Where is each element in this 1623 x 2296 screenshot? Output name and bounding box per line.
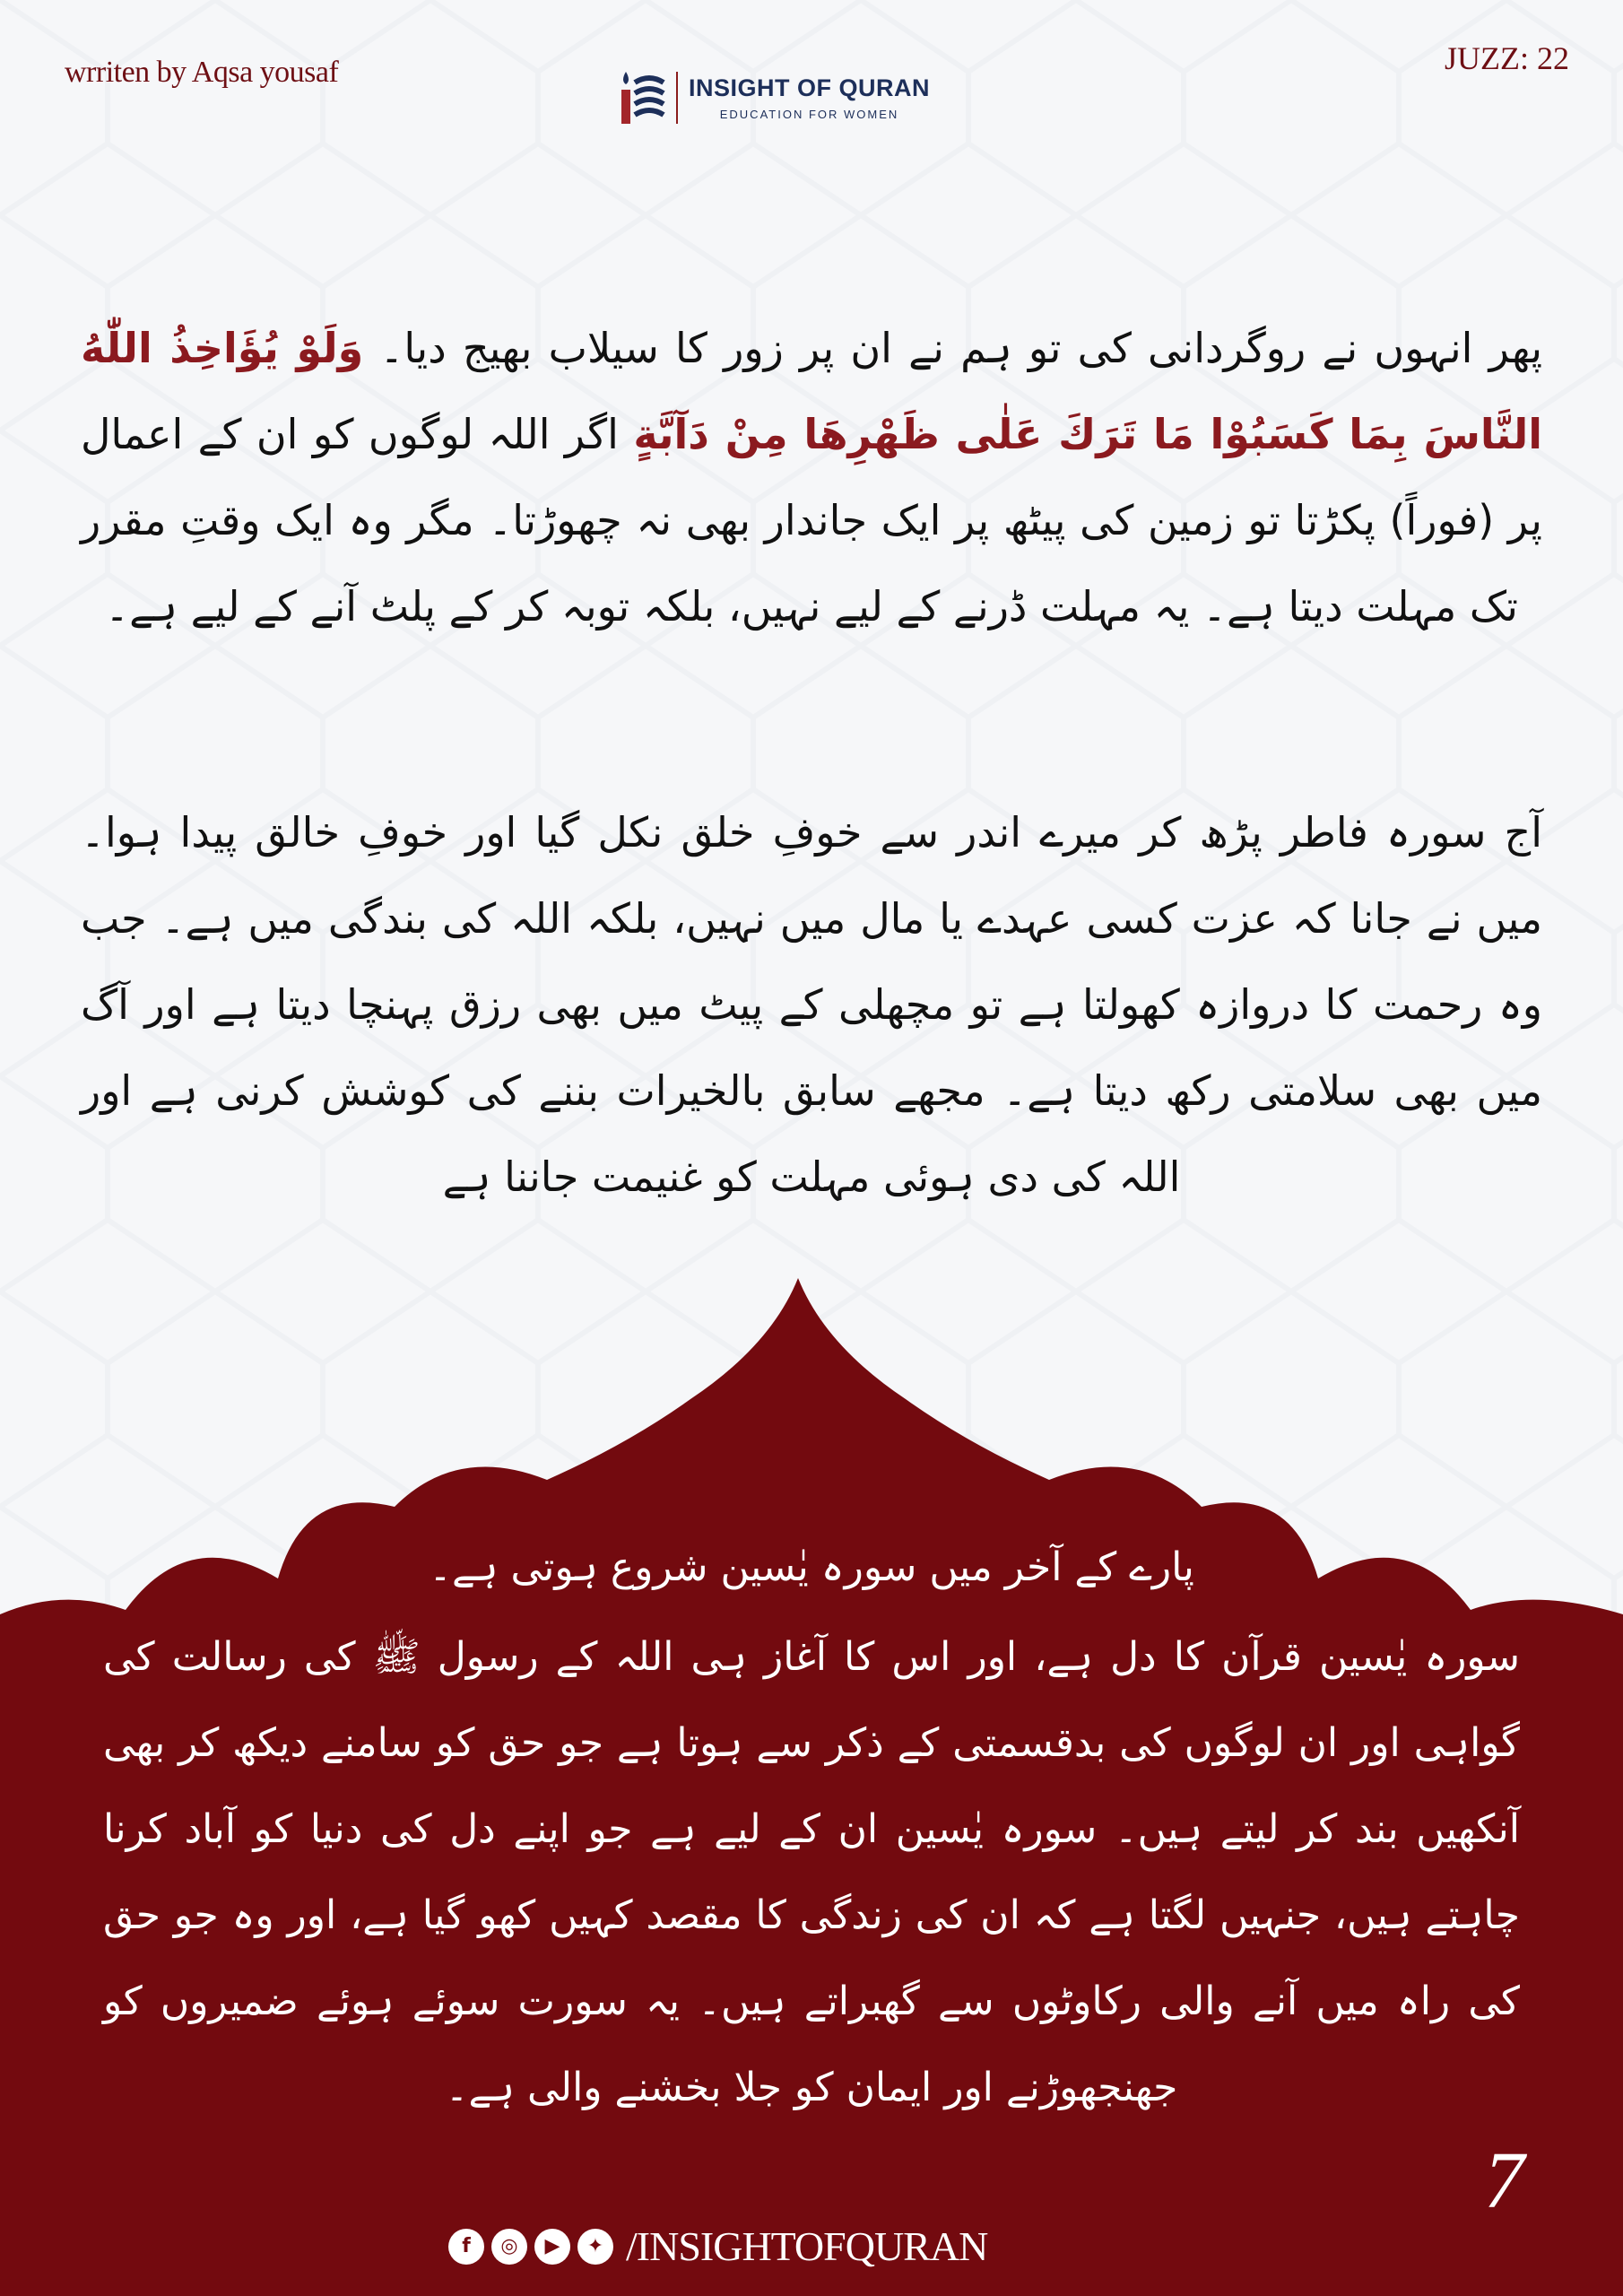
- instagram-icon[interactable]: ◎: [491, 2229, 527, 2265]
- social-footer: [448, 2222, 987, 2270]
- page-number: 7: [1484, 2136, 1524, 2225]
- section-heading: پارے کے آخر میں سورہ یٰسین شروع ہوتی ہے۔: [429, 1544, 1194, 1590]
- twitter-icon[interactable]: ✦: [577, 2229, 613, 2265]
- juzz-number: JUZZ: 22: [1445, 40, 1569, 76]
- logo-subtitle: EDUCATION FOR WOMEN: [719, 108, 899, 121]
- paragraph-1-intro: پھر انہوں نے روگردانی کی تو ہم نے ان پر زور کا سیلاب بھیج دیا۔: [363, 324, 1542, 372]
- youtube-icon[interactable]: ▶: [534, 2229, 570, 2265]
- paragraph-1-translation: اگر اللہ لوگوں کو ان کے اعمال پر (فوراً) پکڑتا تو زمین کی پیٹھ پر ایک جاندار بھی نہ چھوڑتا۔ مگر وہ ایک وقتِ مقرر تک مہلت دیتا ہے۔ یہ مہلت ڈرنے کے لیے نہیں، بلکہ توبہ کر کے پلٹ آنے کے لیے ہے۔: [81, 410, 1542, 631]
- logo-title: INSIGHT OF QURAN: [689, 74, 930, 101]
- facebook-icon[interactable]: f: [448, 2229, 484, 2265]
- social-handle[interactable]: /INSIGHTOFQURAN: [626, 2223, 988, 2269]
- quran-verse: وَلَوْ يُؤَاخِذُ اللّٰهُ النَّاسَ بِمَا كَسَبُوْا مَا تَرَكَ عَلٰى ظَهْرِهَا مِنْ دَآبَّةٍ: [81, 324, 1543, 458]
- paragraph-2: آج سورہ فاطر پڑھ کر میرے اندر سے خوفِ خلق نکل گیا اور خوفِ خالق پیدا ہوا۔ میں نے جانا کہ عزت کسی عہدے یا مال میں نہیں، بلکہ اللہ کی بندگی میں ہے۔ جب وہ رحمت کا دروازہ کھولتا ہے تو مچھلی کے پیٹ میں بھی رزق پہنچا دیتا ہے اور آگ میں بھی سلامتی رکھ دیتا ہے۔ مجھے سابق بالخیرات بننے کی کوشش کرنی ہے اور اللہ کی دی ہوئی مہلت کو غنیمت جاننا ہے: [81, 808, 1542, 1201]
- section-body: سورہ یٰسین قرآن کا دل ہے، اور اس کا آغاز ہی اللہ کے رسول ﷺ کی رسالت کی گواہی اور ان لوگوں کی بدقسمتی کے ذکر سے ہوتا ہے جو حق کو سامنے دیکھ کر بھی آنکھیں بند کر لیتے ہیں۔ سورہ یٰسین ان کے لیے ہے جو اپنے دل کی دنیا کو آباد کرنا چاہتے ہیں، جنہیں لگتا ہے کہ ان کی زندگی کا مقصد کہیں کھو گیا ہے، اور وہ جو حق کی راہ میں آنے والی رکاوٹوں سے گھبراتے ہیں۔ یہ سورت سوئے ہوئے ضمیروں کو جھنجھوڑنے اور ایمان کو جلا بخشنے والی ہے۔: [103, 1634, 1520, 2110]
- author-credit: wrriten by Aqsa yousaf: [65, 56, 339, 89]
